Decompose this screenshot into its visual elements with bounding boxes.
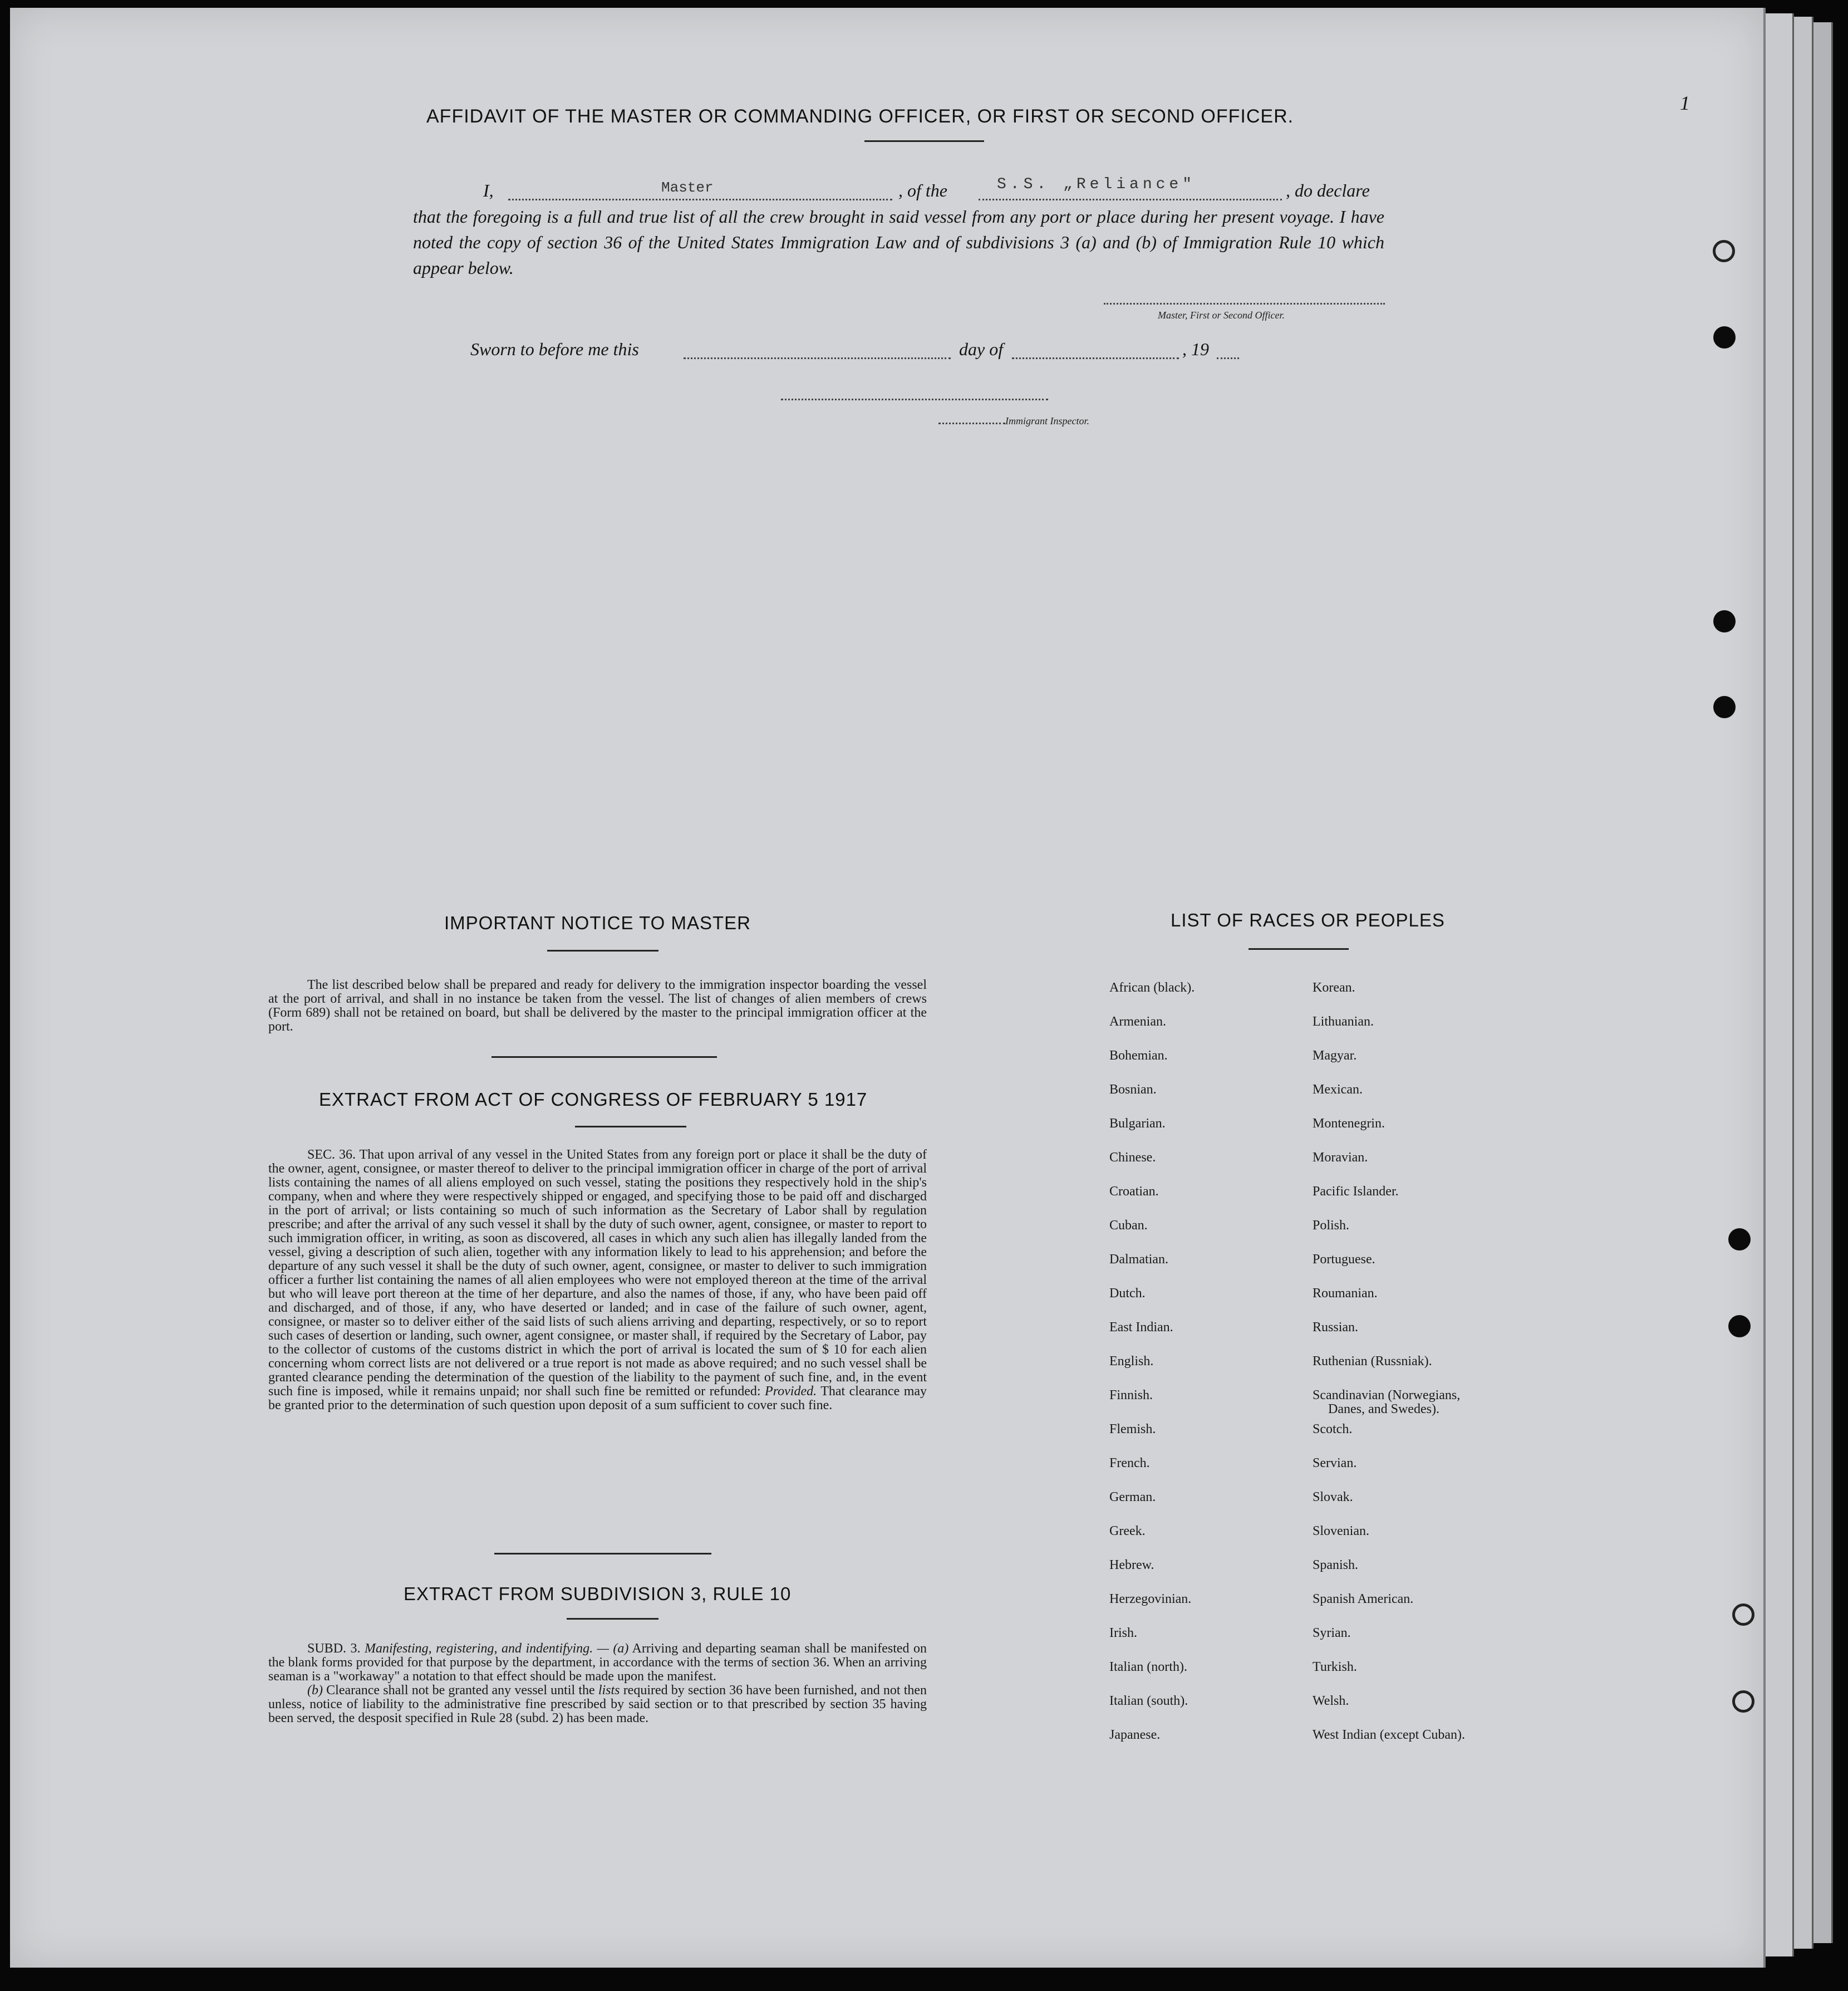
binder-hole [1732, 1690, 1754, 1713]
sworn-prefix: Sworn to before me this [470, 339, 639, 359]
sworn-year-line [1217, 357, 1239, 359]
officer-label: Master, First or Second Officer. [1158, 310, 1285, 321]
race-right-item: Spanish American. [1313, 1592, 1414, 1606]
race-right-item: Ruthenian (Russniak). [1313, 1354, 1432, 1369]
binder-hole [1713, 240, 1735, 262]
race-left-item: Japanese. [1109, 1728, 1161, 1742]
affidavit-i: I, [483, 180, 494, 200]
races-title: LIST OF RACES OR PEOPLES [1171, 910, 1445, 930]
race-left-item: East Indian. [1109, 1320, 1173, 1335]
race-right-item: Turkish. [1313, 1660, 1357, 1674]
race-right-item: Scandinavian (Norwegians, [1313, 1388, 1461, 1402]
race-right-item: Scotch. [1313, 1422, 1353, 1436]
vessel-name-line [979, 199, 1282, 200]
race-left-item: Dutch. [1109, 1286, 1146, 1301]
master-field: Master [661, 179, 714, 196]
notice-end-rule [492, 1056, 717, 1058]
binder-hole [1713, 326, 1736, 349]
race-left-item: Bohemian. [1109, 1048, 1168, 1063]
race-left-item: Hebrew. [1109, 1558, 1154, 1572]
affidavit-of-the: , of the [898, 180, 947, 200]
race-right-item: Pacific Islander. [1313, 1184, 1399, 1199]
act-end-rule [494, 1553, 711, 1554]
race-right-item: Moravian. [1313, 1150, 1368, 1165]
notice-title: IMPORTANT NOTICE TO MASTER [444, 913, 751, 933]
race-right-item: Welsh. [1313, 1694, 1349, 1708]
race-left-item: Herzegovinian. [1109, 1592, 1192, 1606]
race-left-item: Greek. [1109, 1524, 1146, 1538]
vessel-field: S.S. „Reliance" [997, 176, 1196, 193]
race-left-item: Cuban. [1109, 1218, 1148, 1233]
title-rule [864, 140, 984, 142]
binder-hole [1728, 1228, 1751, 1250]
inspector-label: Immigrant Inspector. [1005, 415, 1089, 426]
act-rule [575, 1126, 686, 1127]
race-right-item: Magyar. [1313, 1048, 1357, 1063]
race-left-item: English. [1109, 1354, 1154, 1369]
binder-hole [1728, 1315, 1751, 1337]
race-left-item: Finnish. [1109, 1388, 1153, 1402]
race-left-item: Italian (north). [1109, 1660, 1187, 1674]
race-left-item: French. [1109, 1456, 1150, 1470]
race-left-item: Bosnian. [1109, 1082, 1157, 1097]
race-right-item: Montenegrin. [1313, 1116, 1385, 1131]
inspector-signature-line [781, 399, 1048, 400]
sworn-month-line [1012, 357, 1179, 359]
act-text: SEC. 36. That upon arrival of any vessel in the United States from any foreign port or place it shall be the duty of the owner, agent, consignee, or master thereof to deliver to the principal immigration officer in charge of the port of arrival lists containing the names of all aliens employed on such vessel, stating the positions they respectively hold in the ship's company, when and where they were respectively shipped or engaged, and specifying those to be paid off and discharged in the port of arrival; or lists containing so much of such information as the Secretary of Labor shall by regulation prescribe; and after the arrival of any such vessel it shall by the duty of such owner, agent, consignee, or master to report to such immigration officer, in writing, as soon as discovered, all cases in which any such alien has illegally landed from the vessel, giving a description of such alien, together with any information likely to lead to his apprehension; and before the departure of any such vessel it shall be the duty of such owner, agent, consignee, or master to deliver to such immigration officer a further list containing the names of all alien employees who were not employed thereon at the time of the arrival but who will leave port thereon at the time of her departure, and also the names of those, if any, who have been paid off and discharged, and of those, if any, who have deserted or landed; and in case of the failure of such owner, agent, consignee, or master so to deliver either of the said lists of such aliens arriving and departing, respectively, or so to report such cases of desertion or landing, such owner, agent consignee, or master shall, if required by the Secretary of Labor, pay to the collector of customs of the customs district in which the port of arrival is located the sum of $ 10 for each alien concerning whom correct lists are not delivered or a true report is not made as above required; and no such vessel shall be granted clearance pending the determination of the question of the liability to the payment of such fine, and, in the event such fine is imposed, while it remains unpaid; nor shall such fine be remitted or refunded: Provided. That clearance may be granted prior to the determination of such question upon deposit of a sum sufficient to cover such fine. [268, 1147, 927, 1413]
rule-rule [567, 1618, 658, 1620]
officer-signature-line [1104, 303, 1385, 305]
race-left-item: Armenian. [1109, 1014, 1166, 1029]
race-left-item: African (black). [1109, 980, 1195, 995]
race-left-item: Italian (south). [1109, 1694, 1188, 1708]
races-rule [1249, 948, 1349, 950]
race-right-item: Spanish. [1313, 1558, 1359, 1572]
sworn-day-of: day of [959, 339, 1004, 359]
race-left-item: Chinese. [1109, 1150, 1156, 1165]
affidavit-do-declare: , do declare [1286, 180, 1370, 200]
race-right-continuation: Danes, and Swedes). [1328, 1402, 1439, 1416]
race-right-item: Mexican. [1313, 1082, 1363, 1097]
race-right-item: Syrian. [1313, 1626, 1351, 1640]
race-left-item: Croatian. [1109, 1184, 1159, 1199]
race-right-item: Slovenian. [1313, 1524, 1369, 1538]
race-right-item: Roumanian. [1313, 1286, 1378, 1301]
race-right-item: Korean. [1313, 980, 1355, 995]
sworn-year-prefix: , 19 [1182, 339, 1209, 359]
master-name-line [508, 199, 892, 200]
affidavit-body: that the foregoing is a full and true list of all the crew brought in said vessel from any port or place during her present voyage. I have noted the copy of section 36 of the United States Immigration Law and of subdivisions 3 (a) and (b) of Immigration Rule 10 which appear below. [413, 207, 1384, 278]
document-page [10, 8, 1766, 1968]
act-title: EXTRACT FROM ACT OF CONGRESS OF FEBRUARY 5 1917 [319, 1089, 868, 1110]
race-right-item: Slovak. [1313, 1490, 1353, 1504]
notice-text: The list described below shall be prepared and ready for delivery to the immigration inspector boarding the vessel at the port of arrival, and shall in no instance be taken from the vessel. The list of changes of alien members of crews (Form 689) shall not be retained on board, but shall be delivered by the master to the principal immigration officer at the port. [268, 978, 927, 1034]
rule-text: SUBD. 3. Manifesting, registering, and indentifying. — (a) Arriving and departing seaman shall be manifested on the blank forms provided for that purpose by the department, in accordance with the terms of section 36. When an arriving seaman is a "workaway" a notation to that effect should be made upon the manifest. (b) Clearance shall not be granted any vessel until the lists required by section 36 have been furnished, and not then unless, notice of liability to the administrative fine prescribed by said section or to that prescribed by section 35 having been served, the desposit specified in Rule 28 (subd. 2) has been made. [268, 1641, 927, 1725]
race-left-item: Bulgarian. [1109, 1116, 1166, 1131]
race-right-item: Polish. [1313, 1218, 1350, 1233]
race-right-item: Lithuanian. [1313, 1014, 1374, 1029]
binder-hole [1732, 1603, 1754, 1626]
notice-rule [547, 950, 658, 952]
race-left-item: Dalmatian. [1109, 1252, 1168, 1267]
sworn-day-line [684, 357, 951, 359]
page-number: 1 [1680, 92, 1690, 114]
rule-title: EXTRACT FROM SUBDIVISION 3, RULE 10 [404, 1583, 792, 1604]
race-right-item: Russian. [1313, 1320, 1359, 1335]
race-left-item: Flemish. [1109, 1422, 1156, 1436]
affidavit-title: AFFIDAVIT OF THE MASTER OR COMMANDING OFFICER, OR FIRST OR SECOND OFFICER. [426, 106, 1294, 127]
race-right-item: West Indian (except Cuban). [1313, 1728, 1465, 1742]
binder-hole [1713, 610, 1736, 632]
race-right-item: Portuguese. [1313, 1252, 1375, 1267]
binder-hole [1713, 696, 1736, 718]
race-left-item: Irish. [1109, 1626, 1137, 1640]
race-right-item: Servian. [1313, 1456, 1357, 1470]
inspector-prefix-line [938, 423, 1005, 424]
race-left-item: German. [1109, 1490, 1156, 1504]
